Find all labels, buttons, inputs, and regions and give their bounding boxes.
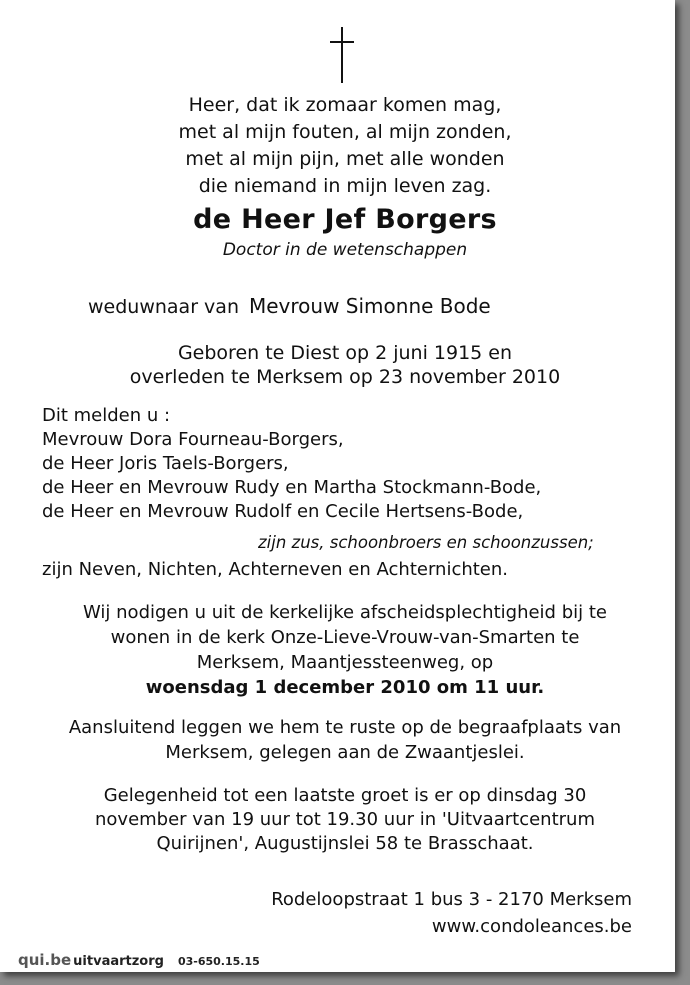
invitation-line: wonen in de kerk Onze-Lieve-Vrouw-van-Smarten te (110, 627, 580, 648)
contact-address (271, 886, 632, 940)
deceased-title: Doctor in de wetenschappen (222, 240, 468, 260)
visitation-line: november van 19 uur tot 19.30 uur in 'Uitvaartcentrum (95, 809, 595, 830)
poem-line: met al mijn fouten, al mijn zonden, (178, 121, 512, 143)
deceased-name: de Heer Jef Borgers (193, 204, 497, 235)
announcers-intro: Dit melden u : (42, 405, 171, 426)
widower-line (88, 294, 491, 318)
burial (0, 715, 690, 765)
phone-number: 03-650.15.15 (177, 955, 260, 968)
burial-line: Merksem, gelegen aan de Zwaantjeslei. (165, 742, 525, 763)
burial-line: Aansluitend leggen we hem te ruste op de begraafplaats van (68, 717, 622, 738)
announcer-name: Mevrouw Dora Fourneau-Borgers, (42, 429, 344, 450)
poem-line: die niemand in mijn leven zag. (198, 175, 492, 197)
visitation-line: Quirijnen', Augustijnslei 58 te Brasschaat. (156, 833, 534, 854)
poem (0, 92, 690, 200)
funeral-home-footer (18, 951, 260, 969)
invitation (0, 600, 690, 700)
announcers-list (42, 404, 541, 524)
announcers-others: zijn Neven, Nichten, Achterneven en Achternichten. (42, 559, 509, 580)
death-line: overleden te Merksem op 23 november 2010 (129, 366, 561, 388)
spouse-name: Mevrouw Simonne Bode (248, 294, 491, 318)
invitation-line: Wij nodigen u uit de kerkelijke afscheidsplechtigheid bij te (83, 602, 607, 623)
poem-line: met al mijn pijn, met alle wonden (185, 148, 505, 170)
brand-suffix: uitvaartzorg (73, 954, 164, 969)
announcer-name: de Heer en Mevrouw Rudy en Martha Stockmann-Bode, (42, 477, 542, 498)
announcer-name: de Heer en Mevrouw Rudolf en Cecile Hertsens-Bode, (42, 501, 524, 522)
poem-line: Heer, dat ik zomaar komen mag, (188, 94, 502, 116)
announcers-relation: zijn zus, schoonbroers en schoonzussen; (258, 533, 594, 552)
visitation (0, 784, 690, 856)
invitation-line: Merksem, Maantjessteenweg, op (196, 652, 494, 673)
website-link[interactable]: www.condoleances.be (431, 916, 632, 937)
street-address: Rodeloopstraat 1 bus 3 - 2170 Merksem (271, 889, 632, 910)
birth-line: Geboren te Diest op 2 juni 1915 en (177, 342, 513, 364)
birth-death (0, 341, 690, 389)
cross-icon (327, 27, 357, 83)
ceremony-date: woensdag 1 december 2010 om 11 uur. (145, 677, 545, 698)
widower-prefix: weduwnaar van (88, 296, 239, 318)
visitation-line: Gelegenheid tot een laatste groet is er op dinsdag 30 (103, 785, 587, 806)
brand-logo: qui.be (18, 951, 72, 969)
announcer-name: de Heer Joris Taels-Borgers, (42, 453, 289, 474)
